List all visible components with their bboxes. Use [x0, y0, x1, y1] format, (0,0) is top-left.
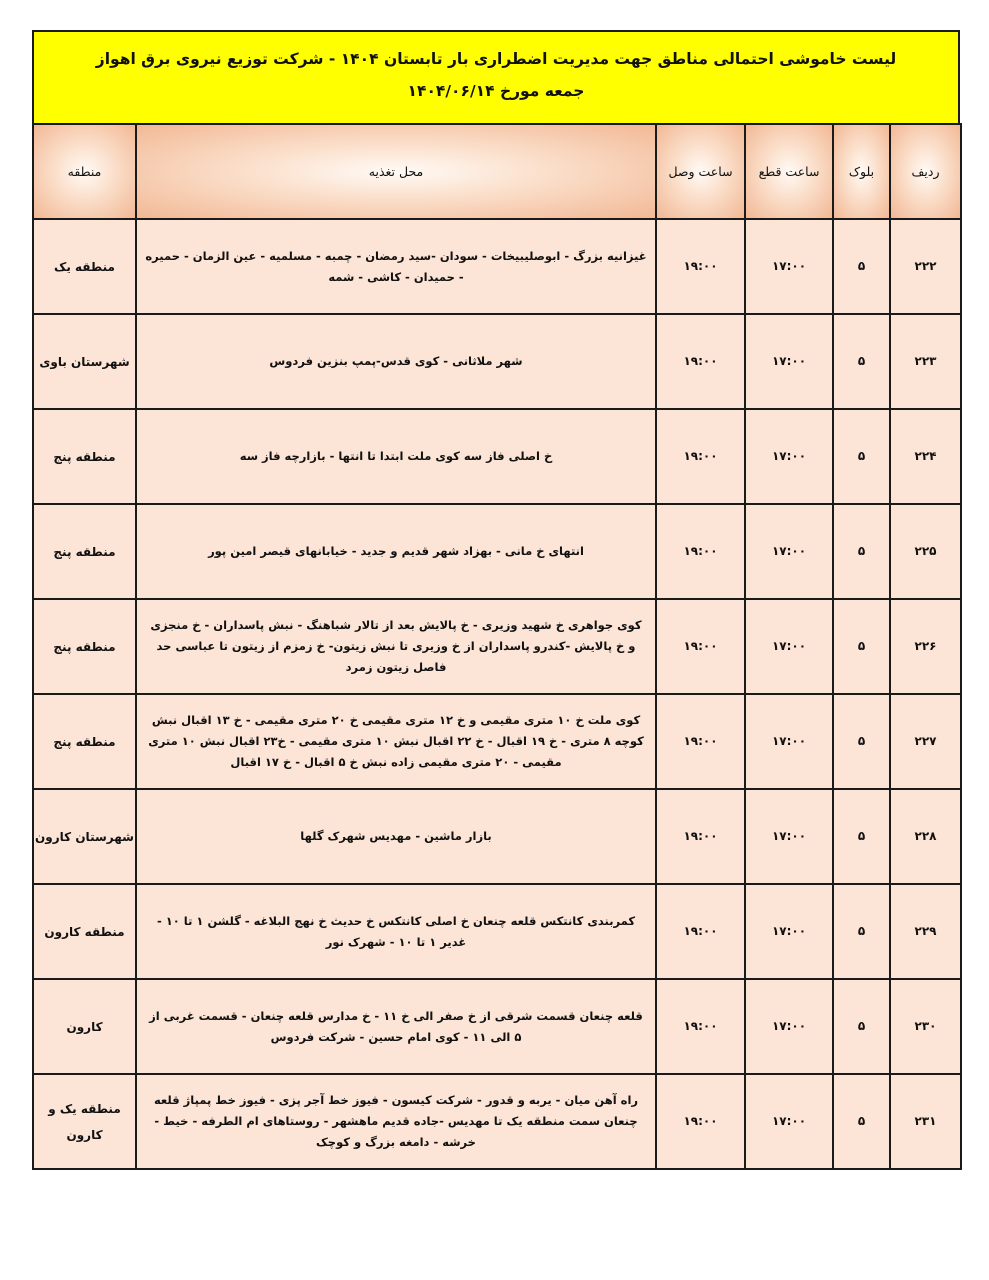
cut-time: ۱۷:۰۰: [745, 789, 833, 884]
cut-time: ۱۷:۰۰: [745, 884, 833, 979]
col-header-feed-location: محل تغذیه: [136, 124, 656, 219]
connect-time: ۱۹:۰۰: [656, 694, 745, 789]
cut-time: ۱۷:۰۰: [745, 1074, 833, 1169]
cut-time: ۱۷:۰۰: [745, 409, 833, 504]
feed-location: شهر ملاثانی - کوی قدس-پمپ بنزین فردوس: [136, 314, 656, 409]
region: منطقه یک: [33, 219, 136, 314]
col-header-region: منطقه: [33, 124, 136, 219]
connect-time: ۱۹:۰۰: [656, 599, 745, 694]
block-number: ۵: [833, 219, 890, 314]
col-header-block: بلوک: [833, 124, 890, 219]
connect-time: ۱۹:۰۰: [656, 884, 745, 979]
region: منطقه کارون: [33, 884, 136, 979]
outage-schedule-sheet: [32, 30, 960, 1170]
cut-time: ۱۷:۰۰: [745, 314, 833, 409]
row-number: ۲۲۸: [890, 789, 961, 884]
title-banner: [32, 30, 960, 123]
table-row: [33, 789, 961, 884]
row-number: ۲۲۴: [890, 409, 961, 504]
connect-time: ۱۹:۰۰: [656, 789, 745, 884]
feed-location: بازار ماشین - مهدیس شهرک گلها: [136, 789, 656, 884]
row-number: ۲۲۷: [890, 694, 961, 789]
col-header-connect-time: ساعت وصل: [656, 124, 745, 219]
feed-location: خ اصلی فاز سه کوی ملت ابتدا تا انتها - بازارچه فاز سه: [136, 409, 656, 504]
table-header-row: [33, 124, 961, 219]
row-number: ۲۲۵: [890, 504, 961, 599]
table-row: [33, 1074, 961, 1169]
page-title: لیست خاموشی احتمالی مناطق جهت مدیریت اضطراری بار تابستان ۱۴۰۴ - شرکت توزیع نیروی برق اهواز: [95, 50, 897, 68]
table-row: [33, 504, 961, 599]
col-header-cut-time: ساعت قطع: [745, 124, 833, 219]
table-row: [33, 599, 961, 694]
region: شهرستان کارون: [33, 789, 136, 884]
feed-location: کمربندی کانتکس قلعه چنعان خ اصلی کانتکس خ حدیث خ نهج البلاغه - گلشن ۱ تا ۱۰ - غدیر ۱ تا ۱۰ - شهرک نور: [136, 884, 656, 979]
feed-location: کوی ملت خ ۱۰ متری مقیمی و خ ۱۲ متری مقیمی خ ۲۰ متری مقیمی - خ ۱۳ اقبال نبش کوچه ۸ متری - خ ۱۹ اقبال - خ ۲۲ اقبال نبش ۱۰ متری مقیمی - خ۲۳ اقبال نبش ۱۰ متری مقیمی - ۲۰ متری مقیمی زاده نبش خ ۵ اقبال - خ ۱۷ اقبال: [136, 694, 656, 789]
region: منطقه یک و کارون: [33, 1074, 136, 1169]
connect-time: ۱۹:۰۰: [656, 314, 745, 409]
region: منطقه پنج: [33, 504, 136, 599]
region: منطقه پنج: [33, 599, 136, 694]
page-date: جمعه مورخ ۱۴۰۴/۰۶/۱۴: [407, 82, 585, 100]
block-number: ۵: [833, 1074, 890, 1169]
table-row: [33, 694, 961, 789]
row-number: ۲۳۰: [890, 979, 961, 1074]
feed-location: قلعه چنعان قسمت شرقی از خ صفر الی خ ۱۱ - خ مدارس قلعه چنعان - قسمت غربی از ۵ الی ۱۱ - کوی امام حسین - شرکت فردوس: [136, 979, 656, 1074]
row-number: ۲۲۲: [890, 219, 961, 314]
cut-time: ۱۷:۰۰: [745, 694, 833, 789]
connect-time: ۱۹:۰۰: [656, 409, 745, 504]
table-row: [33, 884, 961, 979]
cut-time: ۱۷:۰۰: [745, 599, 833, 694]
row-number: ۲۲۶: [890, 599, 961, 694]
block-number: ۵: [833, 314, 890, 409]
feed-location: انتهای خ مانی - بهزاد شهر قدیم و جدید - خیابانهای قیصر امین پور: [136, 504, 656, 599]
cut-time: ۱۷:۰۰: [745, 219, 833, 314]
region: منطقه پنج: [33, 694, 136, 789]
cut-time: ۱۷:۰۰: [745, 979, 833, 1074]
feed-location: راه آهن میان - یربه و قدور - شرکت کیسون - فیوز خط آجر پزی - فیوز خط پمپاژ قلعه چنعان سمت منطقه یک تا مهدیس -جاده قدیم ماهشهر - روستاهای ام الطرفه - خیط - خرشه - دامغه بزرگ و کوچک: [136, 1074, 656, 1169]
connect-time: ۱۹:۰۰: [656, 1074, 745, 1169]
region: کارون: [33, 979, 136, 1074]
outage-table: [32, 123, 962, 1170]
row-number: ۲۳۱: [890, 1074, 961, 1169]
region: منطقه پنج: [33, 409, 136, 504]
block-number: ۵: [833, 504, 890, 599]
block-number: ۵: [833, 979, 890, 1074]
block-number: ۵: [833, 409, 890, 504]
block-number: ۵: [833, 599, 890, 694]
table-row: [33, 409, 961, 504]
cut-time: ۱۷:۰۰: [745, 504, 833, 599]
row-number: ۲۲۹: [890, 884, 961, 979]
table-row: [33, 314, 961, 409]
block-number: ۵: [833, 789, 890, 884]
row-number: ۲۲۳: [890, 314, 961, 409]
table-row: [33, 219, 961, 314]
connect-time: ۱۹:۰۰: [656, 504, 745, 599]
block-number: ۵: [833, 884, 890, 979]
region: شهرستان باوی: [33, 314, 136, 409]
feed-location: کوی جواهری خ شهید وزیری - خ پالایش بعد از تالار شباهنگ - نبش پاسداران - خ منجزی و خ پالایش -کندرو پاسداران از خ وزیری تا نبش زیتون- خ زمزم از زیتون تا عباسی حد فاصل زیتون زمرد: [136, 599, 656, 694]
table-row: [33, 979, 961, 1074]
connect-time: ۱۹:۰۰: [656, 979, 745, 1074]
connect-time: ۱۹:۰۰: [656, 219, 745, 314]
col-header-row: ردیف: [890, 124, 961, 219]
block-number: ۵: [833, 694, 890, 789]
feed-location: غیزانیه بزرگ - ابوصلیبیخات - سودان -سید رمضان - چمبه - مسلمیه - عین الزمان - حمیره - حمیدان - کاشی - شمه: [136, 219, 656, 314]
